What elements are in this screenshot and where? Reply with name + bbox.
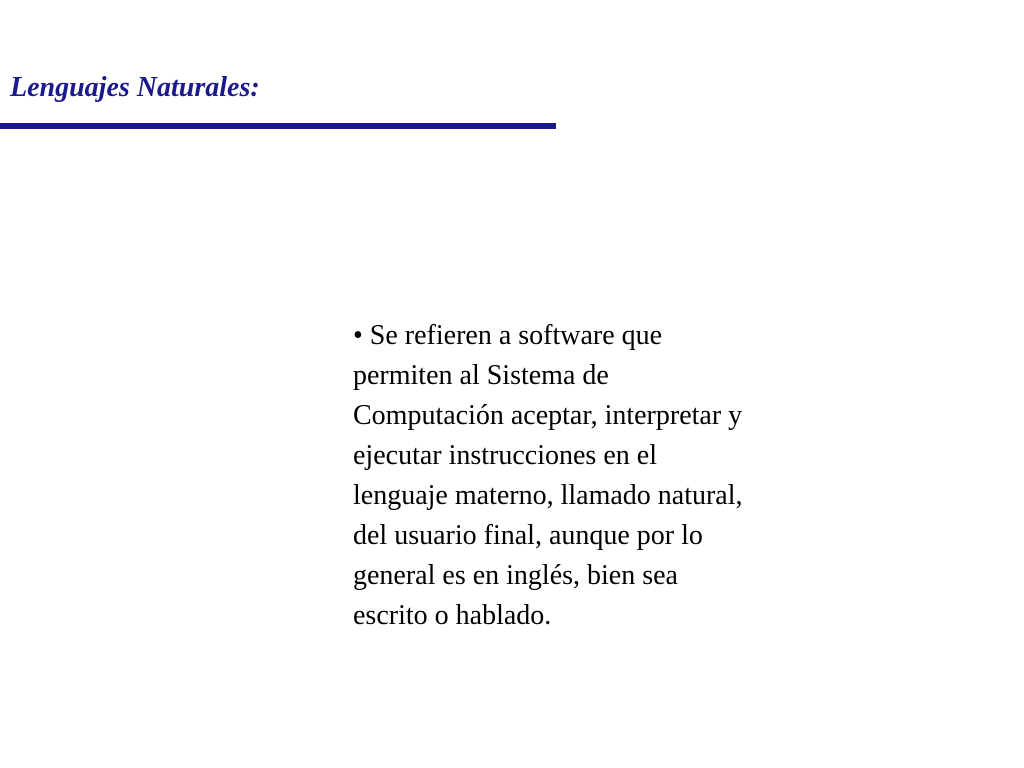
bullet-line: • Se refieren a software que [353,320,663,351]
bullet-line: permiten al Sistema de [353,360,609,391]
bullet-line: general es en inglés, bien sea [353,560,678,591]
bullet-paragraph [353,316,853,636]
bullet-line: ejecutar instrucciones en el [353,440,657,471]
slide-title: Lenguajes Naturales: [10,72,260,103]
bullet-line: del usuario final, aunque por lo [353,520,703,551]
title-underline-rule [0,123,556,129]
bullet-line: escrito o hablado. [353,600,552,631]
bullet-line: Computación aceptar, interpretar y [353,400,743,431]
bullet-line: lenguaje materno, llamado natural, [353,480,743,511]
